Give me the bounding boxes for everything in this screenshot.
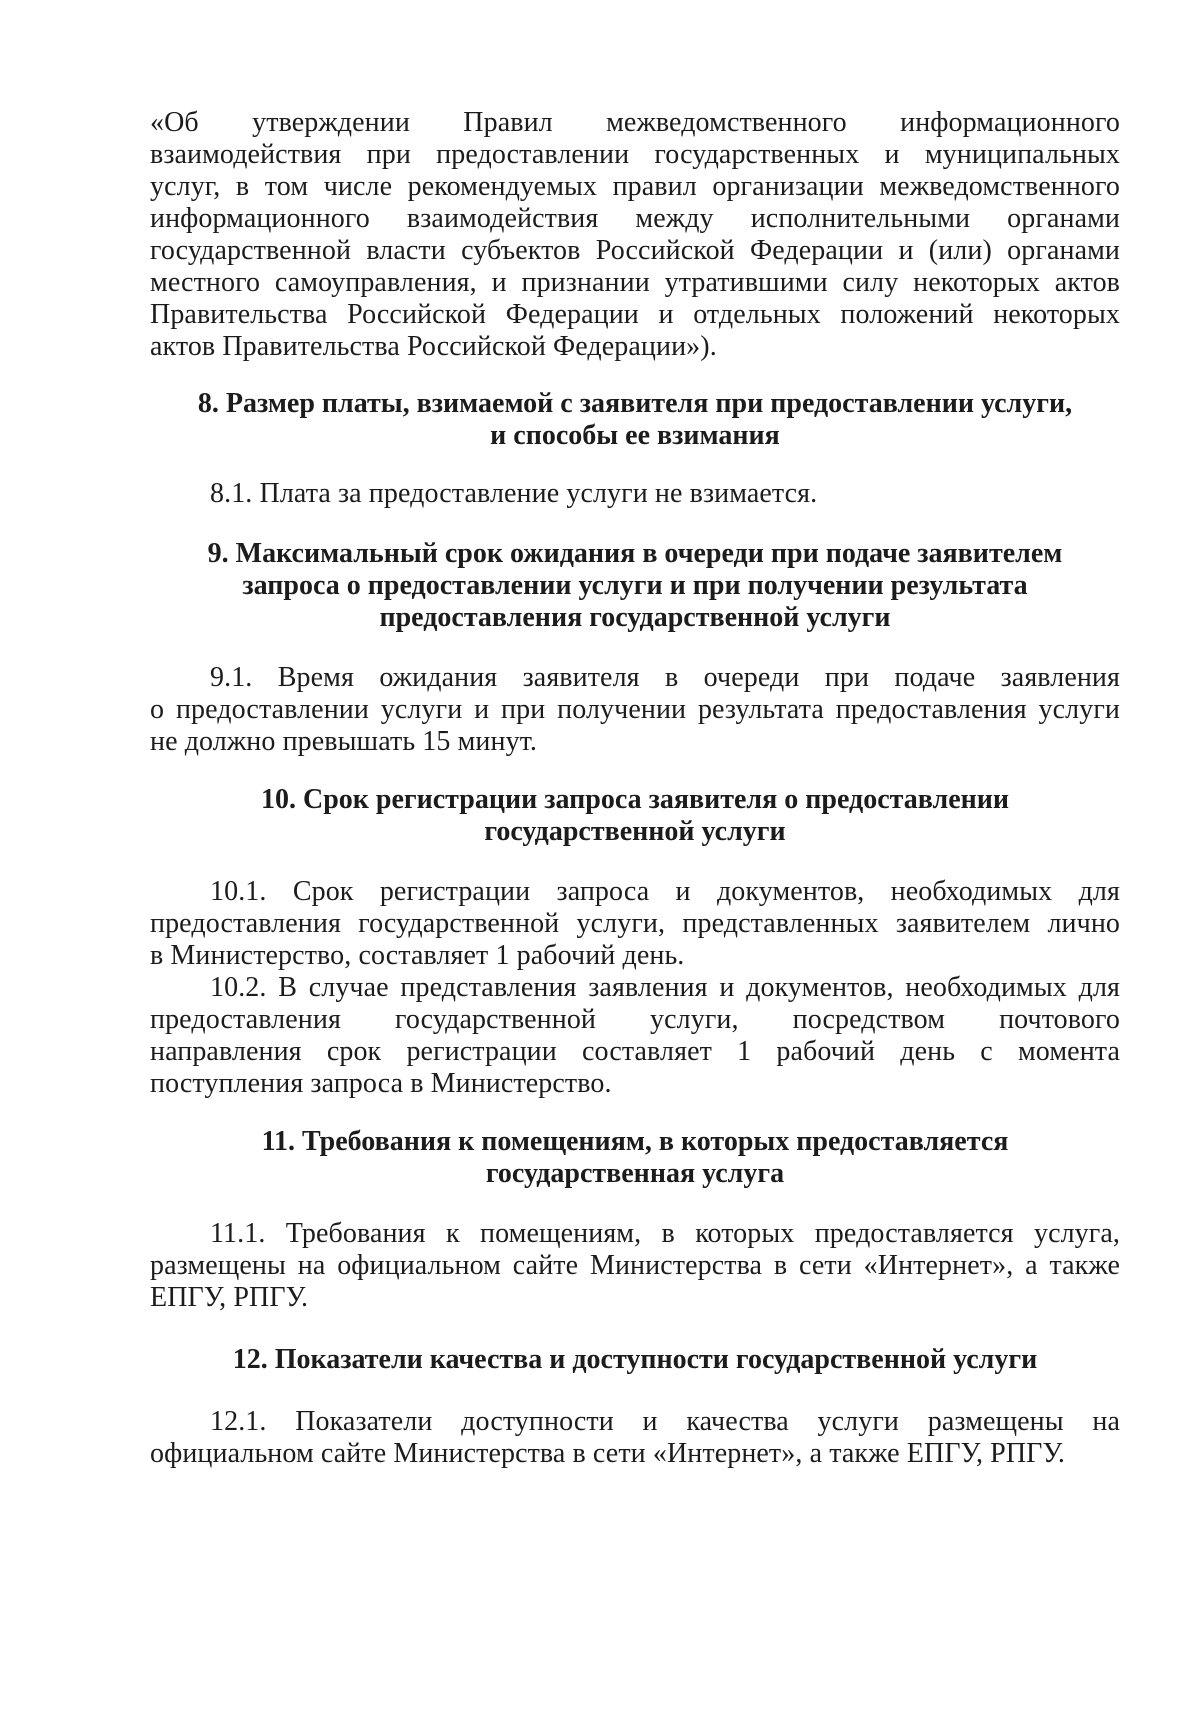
paragraph-line: о предоставлении услуги и при получении результата предоставления услуги — [150, 694, 1120, 725]
section-heading: 12. Показатели качества и доступности государственной услуги — [232, 1344, 1038, 1375]
section-heading: предоставления государственной услуги — [379, 602, 891, 633]
intro-line: «Об утверждении Правил межведомственного информационного — [150, 107, 1120, 138]
section-heading: и способы ее взимания — [490, 420, 780, 451]
paragraph-line: 11.1. Требования к помещениям, в которых предоставляется услуга, — [210, 1218, 1120, 1249]
paragraph-line: ЕПГУ, РПГУ. — [150, 1282, 309, 1313]
section-heading: 11. Требования к помещениям, в которых предоставляется — [261, 1126, 1009, 1157]
paragraph-line: 12.1. Показатели доступности и качества услуги размещены на — [210, 1406, 1120, 1437]
section-heading: запроса о предоставлении услуги и при получении результата — [242, 570, 1028, 601]
section-heading: 10. Срок регистрации запроса заявителя о предоставлении — [260, 784, 1010, 815]
section-heading: государственная услуга — [485, 1158, 785, 1189]
intro-line: местного самоуправления, и признании утратившими силу некоторых актов — [150, 267, 1120, 298]
paragraph-line: 10.2. В случае представления заявления и документов, необходимых для — [210, 972, 1120, 1003]
paragraph-line: направления срок регистрации составляет 1 рабочий день с момента — [150, 1036, 1120, 1067]
paragraph-line: 9.1. Время ожидания заявителя в очереди при подаче заявления — [210, 662, 1120, 693]
intro-line: актов Правительства Российской Федерации»). — [150, 331, 717, 362]
section-heading: государственной услуги — [484, 816, 786, 847]
intro-line: Правительства Российской Федерации и отдельных положений некоторых — [150, 299, 1120, 330]
paragraph-line: не должно превышать 15 минут. — [150, 726, 538, 757]
intro-line: информационного взаимодействия между исполнительными органами — [150, 203, 1120, 234]
paragraph-line: официальном сайте Министерства в сети «Интернет», а также ЕПГУ, РПГУ. — [150, 1438, 1065, 1469]
section-heading: 8. Размер платы, взимаемой с заявителя при предоставлении услуги, — [197, 388, 1073, 419]
paragraph-line: 10.1. Срок регистрации запроса и документов, необходимых для — [210, 876, 1120, 907]
intro-line: государственной власти субъектов Российской Федерации и (или) органами — [150, 235, 1120, 266]
paragraph-line: поступления запроса в Министерство. — [150, 1068, 612, 1099]
paragraph-line: размещены на официальном сайте Министерства в сети «Интернет», а также — [150, 1250, 1120, 1281]
paragraph-line: предоставления государственной услуги, представленных заявителем лично — [150, 908, 1120, 939]
paragraph-line: предоставления государственной услуги, посредством почтового — [150, 1004, 1120, 1035]
section-heading: 9. Максимальный срок ожидания в очереди при подаче заявителем — [207, 538, 1063, 569]
paragraph-line: в Министерство, составляет 1 рабочий день. — [150, 940, 685, 971]
intro-line: взаимодействия при предоставлении государственных и муниципальных — [150, 139, 1120, 170]
intro-line: услуг, в том числе рекомендуемых правил организации межведомственного — [150, 171, 1120, 202]
paragraph-line: 8.1. Плата за предоставление услуги не взимается. — [210, 478, 818, 509]
